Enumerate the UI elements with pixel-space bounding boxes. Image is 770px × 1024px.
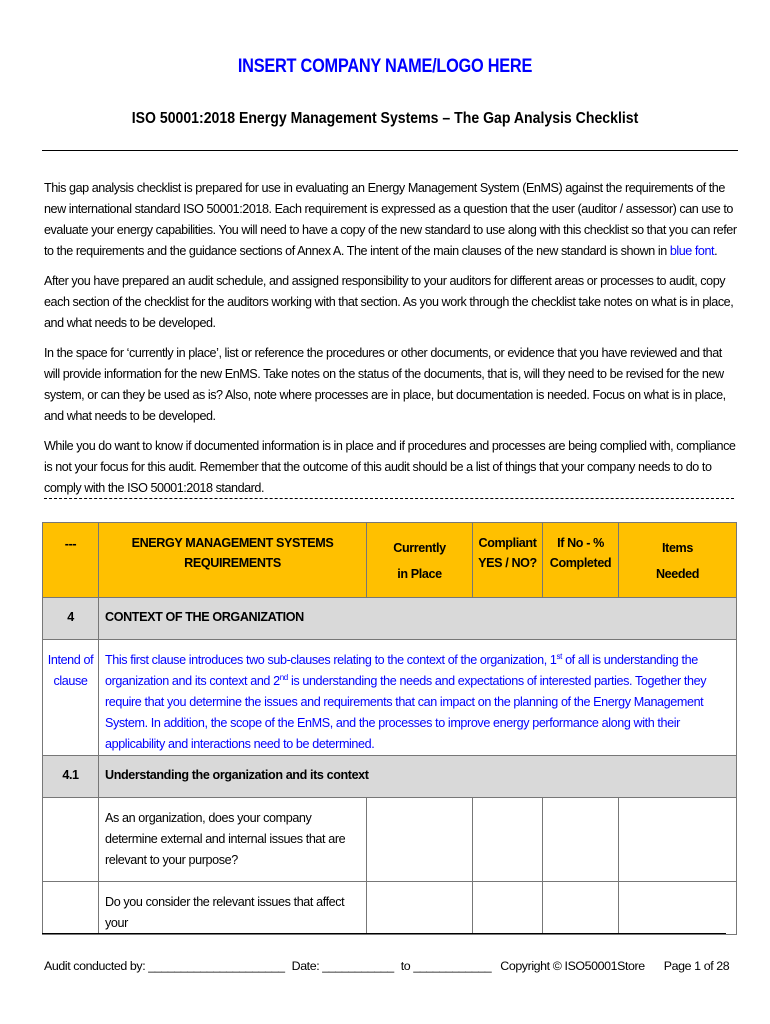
- header-req-line1: ENERGY MANAGEMENT SYSTEMS: [131, 536, 334, 550]
- intent-text: [105, 640, 728, 755]
- table-row: [43, 882, 737, 935]
- intro-p1-end: .: [714, 244, 718, 258]
- page-footer: [44, 959, 734, 973]
- header-compliant-line1: Compliant: [478, 536, 537, 550]
- header-requirements: [99, 523, 367, 598]
- requirement-question-1: As an organization, does your company determine external and internal issues that are relevant to your purpose?: [105, 811, 346, 867]
- intro-p1-text: This gap analysis checklist is prepared for use in evaluating an Energy Management System (EnMS) against the requirements of the new international standard ISO 50001:2018. Each requirement is expressed as a question that the user (auditor / assessor) can use to evaluate your energy capabilities. You will need to have a copy of the new standard to use along with this checklist so that you can refer to the requirements and the guidance sections of Annex A. The intent of the main clauses of the new standard is shown in: [44, 181, 737, 258]
- items-needed-cell[interactable]: [619, 882, 737, 935]
- header-ifno-line1: If No - %: [557, 536, 604, 550]
- section-number: [43, 756, 99, 798]
- intent-text-c: is understanding the needs and expectations of interested parties. Together they require that you determine the issues and requirements that can impact on the planning of the Energy Management System. In addition, the scope of the EnMS, and the processes to improve energy performance along with their applicability and interactions need to be determined.: [105, 674, 707, 751]
- header-current-line2: in Place: [397, 567, 442, 581]
- header-currently-in-place: [367, 523, 473, 598]
- audit-date: Date: ___________: [291, 959, 394, 973]
- table-row: [43, 798, 737, 882]
- header-num: [43, 523, 99, 598]
- intent-sup-2: nd: [279, 672, 288, 682]
- section-title-cell: [99, 598, 737, 640]
- document-title: ISO 50001:2018 Energy Management Systems – The Gap Analysis Checklist: [131, 110, 639, 127]
- intent-label-line1: Intend of: [47, 653, 94, 667]
- header-items-needed: [619, 523, 737, 598]
- intro-paragraph-4: While you do want to know if documented information is in place and if procedures and processes are being complied with, compliance is not your focus for this audit. Remember that the outcome of this audit should be a list of things that your company needs to do to comply with the ISO 50001:2018 standard.: [44, 439, 736, 495]
- header-compliant-line2: YES / NO?: [478, 556, 537, 570]
- company-name-placeholder: INSERT COMPANY NAME/LOGO HERE: [237, 56, 533, 77]
- gap-analysis-table: [42, 522, 737, 935]
- intent-text-cell: [99, 640, 737, 756]
- intro-paragraph-1: [44, 178, 738, 262]
- section-4-1-number: 4.1: [62, 768, 79, 782]
- requirement-question-2: Do you consider the relevant issues that affect your: [105, 895, 345, 930]
- currently-in-place-cell[interactable]: [367, 882, 473, 935]
- intent-sup-1: st: [556, 651, 562, 661]
- intent-row: [43, 640, 737, 756]
- if-no-completed-cell[interactable]: [543, 798, 619, 882]
- section-row-4-1: [43, 756, 737, 798]
- section-4-title: CONTEXT OF THE ORGANIZATION: [105, 610, 304, 624]
- compliant-cell[interactable]: [473, 882, 543, 935]
- section-title-cell: [99, 756, 737, 798]
- footer-divider: [42, 933, 726, 934]
- intent-text-a: This first clause introduces two sub-clauses relating to the context of the organization, 1: [105, 653, 557, 667]
- section-4-1-title: Understanding the organization and its context: [105, 768, 369, 782]
- audit-date-to: to ____________: [400, 959, 492, 973]
- header-req-line2: REQUIREMENTS: [184, 556, 281, 570]
- title-divider: [42, 150, 738, 151]
- currently-in-place-cell[interactable]: [367, 798, 473, 882]
- header-compliant: [473, 523, 543, 598]
- header-ifno-line2: Completed: [549, 556, 612, 570]
- intro-section: [44, 178, 738, 508]
- header-items-line1: Items: [662, 541, 693, 555]
- intent-label-line2: clause: [53, 674, 88, 688]
- blue-font-note: blue font: [669, 244, 715, 258]
- row-num-cell: [43, 798, 99, 882]
- header-items-line2: Needed: [655, 567, 700, 581]
- requirement-question-cell: [99, 882, 367, 935]
- intent-text-b: of all is understanding the organization and its context and 2: [105, 653, 698, 688]
- items-needed-cell[interactable]: [619, 798, 737, 882]
- intro-paragraph-3: In the space for ‘currently in place’, list or reference the procedures or other documents, or evidence that you have reviewed and that will provide information for the new EnMS. Take notes on the status of the documents, that is, will they need to be revised for the new system, or can they be used as is? Also, note where processes are in place, but documentation is needed. Focus on what is in place, and what needs to be developed.: [44, 346, 726, 423]
- table-header-row: [43, 523, 737, 598]
- page-number: Page 1 of 28: [663, 959, 730, 973]
- section-row-4: [43, 598, 737, 640]
- requirement-question-cell: [99, 798, 367, 882]
- dashed-divider: [44, 498, 734, 499]
- audit-conducted-by: Audit conducted by: _____________________: [44, 959, 285, 973]
- if-no-completed-cell[interactable]: [543, 882, 619, 935]
- row-num-cell: [43, 882, 99, 935]
- header-current-line1: Currently: [393, 541, 446, 555]
- header-if-no-completed: [543, 523, 619, 598]
- header-num-text: ---: [64, 537, 77, 551]
- intro-paragraph-2: After you have prepared an audit schedule, and assigned responsibility to your auditors for different areas or processes to audit, copy each section of the checklist for the auditors working with that section. As you work through the checklist take notes on what is in place, and what needs to be developed.: [44, 274, 734, 330]
- section-number: [43, 598, 99, 640]
- section-4-number: 4: [67, 610, 74, 624]
- intent-label-cell: [43, 640, 99, 756]
- compliant-cell[interactable]: [473, 798, 543, 882]
- copyright: Copyright © ISO50001Store: [500, 959, 645, 973]
